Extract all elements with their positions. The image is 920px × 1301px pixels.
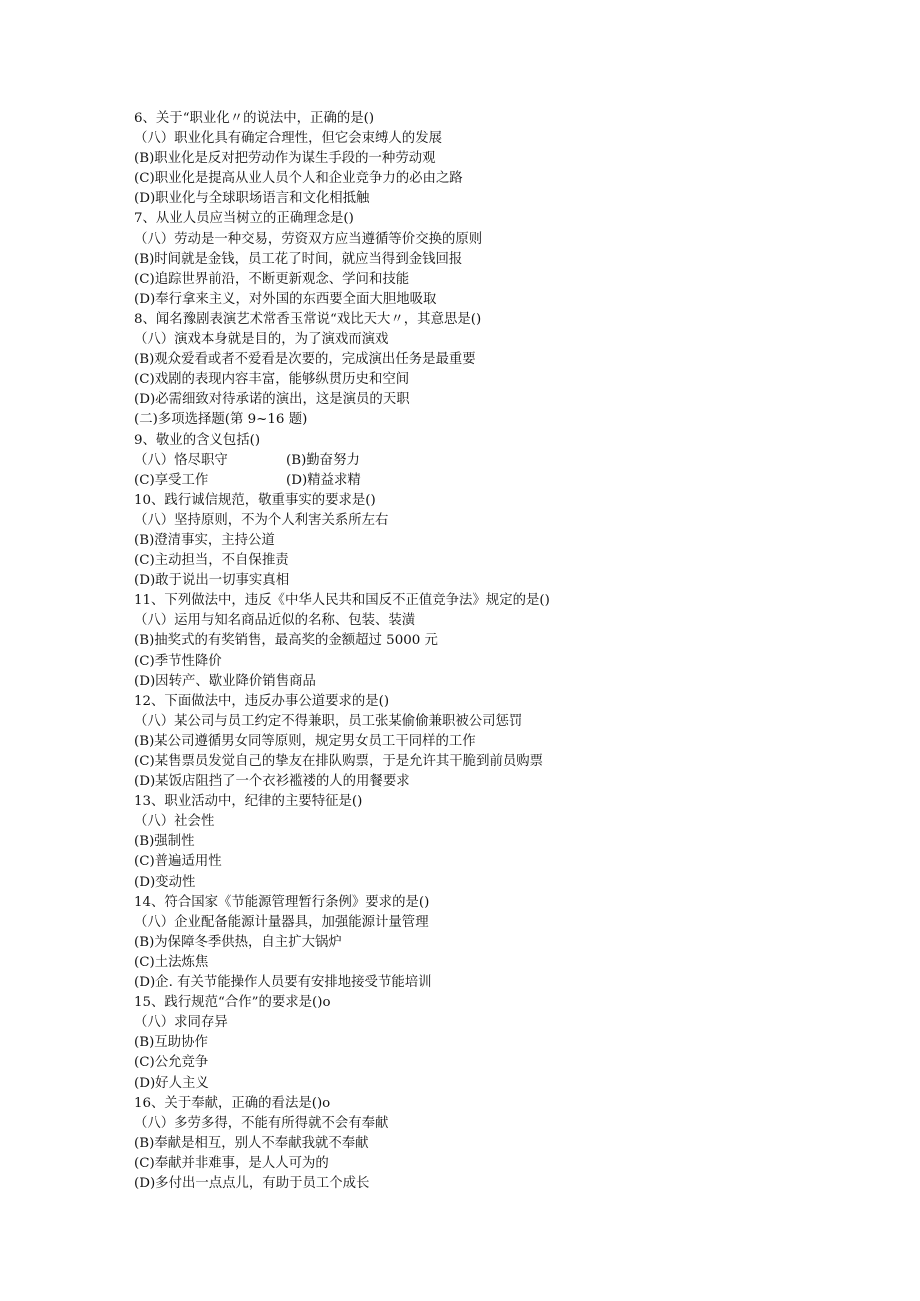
text-line: 13、职业活动中，纪律的主要特征是()	[134, 794, 363, 810]
text-line: (B)为保障冬季供热，自主扩大锅炉	[134, 934, 342, 950]
option-a: （八）恪尽职守	[134, 452, 228, 468]
text-line: (C)公允竞争	[134, 1055, 209, 1071]
text-line: 11、下列做法中，违反《中华人民共和国反不正值竞争法》规定的是()	[134, 593, 550, 609]
text-line: （八）社会性	[134, 814, 215, 830]
text-line: (C)戏剧的表现内容丰富，能够纵贯历史和空间	[134, 372, 410, 388]
text-line: (C)某售票员发觉自己的挚友在排队购票，于是允许其干脆到前员购票	[134, 754, 544, 769]
text-line: （八）演戏本身就是目的，为了演戏而演戏	[134, 332, 389, 348]
text-line: （八）职业化具有确定合理性，但它会束缚人的发展	[134, 131, 442, 147]
text-line: (D)变动性	[134, 874, 196, 890]
text-line: （八）企业配备能源计量器具，加强能源计量管理	[134, 914, 429, 930]
text-line: （八）某公司与员工约定不得兼职，员工张某偷偷兼职被公司惩罚	[134, 713, 523, 729]
text-line: 10、践行诚信规范，敬重事实的要求是()	[134, 492, 376, 508]
text-line: 9、敬业的含义包括()	[134, 432, 261, 448]
text-line: (C)季节性降价	[134, 653, 222, 669]
text-line: (D)好人主义	[134, 1075, 209, 1091]
option-d: (D)精益求精	[286, 472, 361, 488]
text-line: （八）坚持原则，不为个人利害关系所左右	[134, 512, 389, 528]
text-line: 12、下面做法中，违反办事公道要求的是()	[134, 693, 390, 709]
text-line: (B)时间就是金钱，员工花了时间，就应当得到金钱回报	[134, 251, 463, 267]
option-b: (B)勤奋努力	[286, 452, 360, 468]
text-line: 16、关于奉献，正确的看法是()o	[134, 1095, 331, 1111]
text-line: 7、从业人员应当树立的正确理念是()	[134, 211, 354, 227]
text-line: (C)主动担当，不自保推责	[134, 553, 289, 569]
text-line: (B)奉献是相互，别人不奉献我就不奉献	[134, 1135, 369, 1151]
text-line: (B)观众爱看或者不爱看是次要的，完成演出任务是最重要	[134, 352, 476, 368]
text-line: （八）多劳多得，不能有所得就不会有奉献	[134, 1115, 389, 1131]
text-line: (D)奉行拿来主义，对外国的东西要全面大胆地吸取	[134, 291, 437, 307]
text-line: (B)互助协作	[134, 1035, 208, 1051]
text-line: （八）求同存异	[134, 1015, 228, 1031]
text-line: (C)追踪世界前沿，不断更新观念、学问和技能	[134, 271, 410, 287]
text-line: (D)企. 有关节能操作人员要有安排地接受节能培训	[134, 975, 432, 991]
text-line: （八）运用与知名商品近似的名称、包装、装潢	[134, 613, 416, 629]
text-line: (B)抽奖式的有奖销售，最高奖的金额超过 5000 元	[134, 633, 438, 649]
text-line: (D)必需细致对待承诺的演出，这是演员的天职	[134, 392, 410, 408]
text-line: (D)敢于说出一切事实真相	[134, 573, 290, 589]
text-line: (D)因转产、歇业降价销售商品	[134, 673, 316, 689]
section-heading: (二)多项选择题(第 9~16 题)	[134, 412, 308, 428]
text-line: 14、符合国家《节能源管理暂行条例》要求的是()	[134, 894, 430, 910]
text-line: (B)强制性	[134, 834, 195, 850]
text-line: （八）劳动是一种交易，劳资双方应当遵循等价交换的原则	[134, 231, 483, 247]
text-line: 6、关于“职业化〃的说法中，正确的是()	[134, 111, 375, 126]
document-page	[134, 109, 834, 1194]
text-line: (C)土法炼焦	[134, 954, 209, 970]
text-line: (D)职业化与全球职场语言和文化相抵触	[134, 191, 370, 207]
option-c: (C)享受工作	[134, 472, 209, 488]
option-row	[134, 451, 834, 471]
text-line: (C)奉献并非难事，是人人可为的	[134, 1155, 329, 1171]
text-line: (B)某公司遵循男女同等原则，规定男女员工干同样的工作	[134, 733, 476, 749]
option-row	[134, 471, 834, 491]
text-line: (B)澄清事实，主持公道	[134, 532, 275, 548]
text-line: (C)职业化是提高从业人员个人和企业竞争力的必由之路	[134, 171, 463, 187]
text-line: (D)多付出一点点儿，有助于员工个成长	[134, 1175, 370, 1191]
text-line: 15、践行规范“合作”的要求是()o	[134, 995, 331, 1011]
text-line: (C)普遍适用性	[134, 854, 222, 870]
text-line: (B)职业化是反对把劳动作为谋生手段的一种劳动观	[134, 151, 436, 167]
text-line: 8、闻名豫剧表演艺术常香玉常说“戏比天大〃，其意思是()	[134, 311, 482, 327]
text-line: (D)某饭店阻挡了一个衣衫褴褛的人的用餐要求	[134, 774, 410, 790]
